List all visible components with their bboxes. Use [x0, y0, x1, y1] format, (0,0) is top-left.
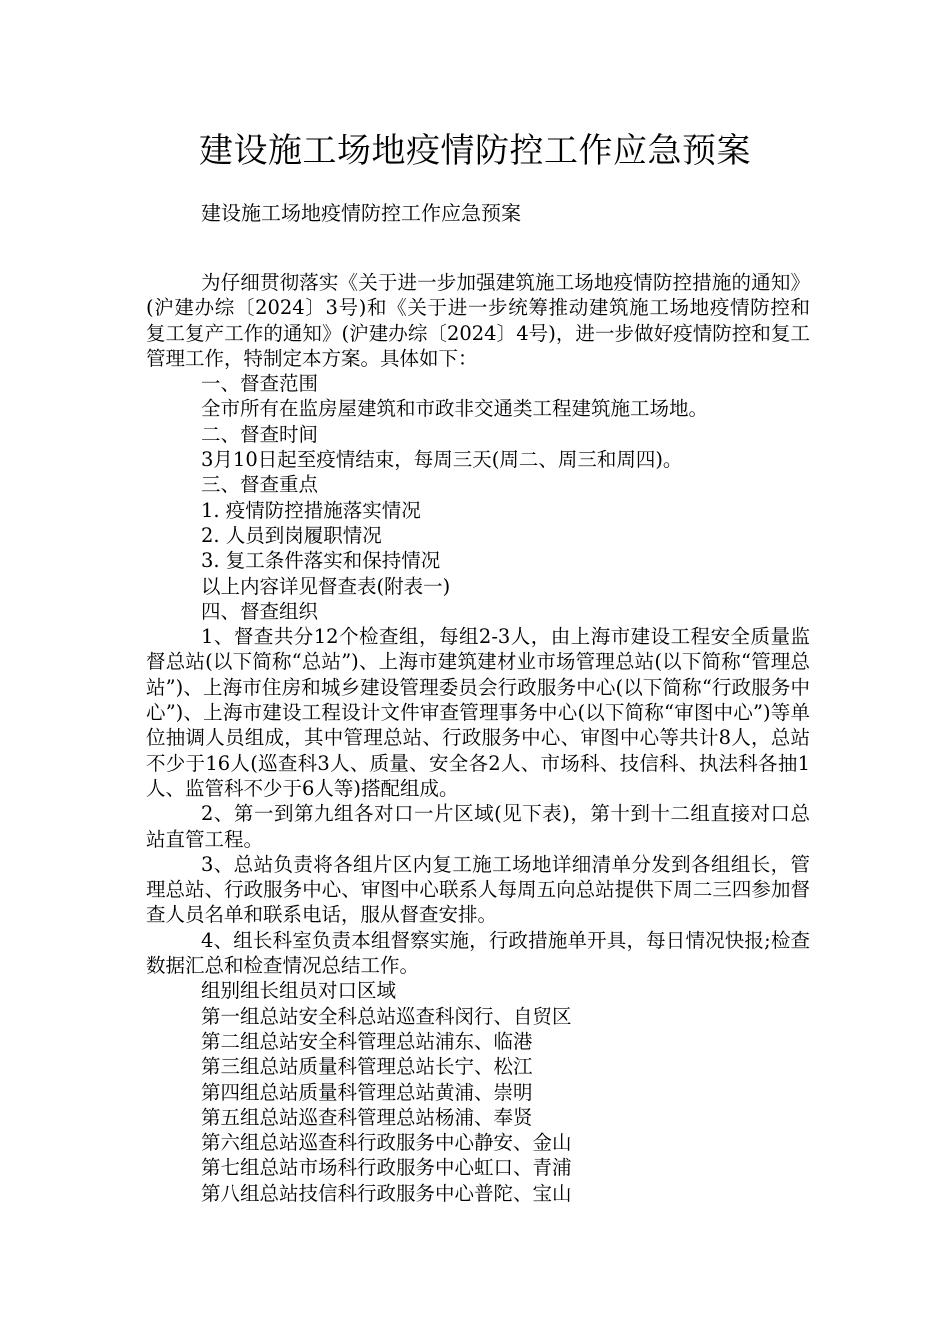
focus-item: 2. 人员到岗履职情况 — [201, 523, 382, 547]
document-body — [146, 270, 810, 1206]
section-text-scope: 全市所有在监房屋建筑和市政非交通类工程建筑施工场地。 — [201, 397, 709, 421]
group-table-header: 组别组长组员对口区域 — [201, 979, 397, 1003]
intro-paragraph: 为仔细贯彻落实《关于进一步加强建筑施工场地疫情防控措施的通知》(沪建办综〔2024〕3号)和《关于进一步统筹推动建筑施工场地疫情防控和 复工复产工作的通知》(沪建办综〔2024〕4号)，进一步做好疫情防控和复工管理工作，特制定本方案。具体如下： — [146, 271, 810, 370]
organization-paragraph: 2、第一到第九组各对口一片区域(见下表)，第十到十二组直接对口总站直管工程。 — [146, 802, 810, 851]
document-title: 建设施工场地疫情防控工作应急预案 — [199, 131, 751, 171]
organization-paragraph: 1、督查共分12个检查组，每组2-3人，由上海市建设工程安全质量监督总站(以下简称“总站”)、上海市建筑建材业市场管理总站(以下简称“管理总站”)、上海市住房和城乡建设管理委员会行政服务中心(以下简称“行政服务中心”)、上海市建设工程设计文件审查管理事务中心(以下简称“审图中心”)等单位抽调人员组成，其中管理总站、行政服务中心、审图中心等共计8人，总站不少于16人(巡查科3人、质量、安全各2人、市场科、技信科、执法科各抽1人、监管科不少于6人等)搭配组成。 — [146, 625, 810, 800]
section-heading-time: 二、督查时间 — [201, 422, 319, 446]
organization-paragraph: 4、组长科室负责本组督察实施，行政措施单开具，每日情况快报;检查数据汇总和检查情况总结工作。 — [146, 928, 810, 978]
group-row: 第二组总站安全科管理总站浦东、临港 — [201, 1029, 533, 1053]
group-row: 第六组总站巡查科行政服务中心静安、金山 — [201, 1131, 572, 1155]
group-row: 第八组总站技信科行政服务中心普陀、宝山 — [201, 1181, 572, 1205]
group-row: 第三组总站质量科管理总站长宁、松江 — [201, 1055, 533, 1079]
group-row: 第五组总站巡查科管理总站杨浦、奉贤 — [201, 1105, 533, 1129]
focus-note: 以上内容详见督查表(附表一) — [201, 574, 451, 598]
document-subtitle: 建设施工场地疫情防控工作应急预案 — [201, 201, 521, 225]
group-row: 第七组总站市场科行政服务中心虹口、青浦 — [201, 1156, 572, 1180]
focus-item: 3. 复工条件落实和保持情况 — [201, 549, 441, 573]
focus-item: 1. 疫情防控措施落实情况 — [201, 498, 421, 522]
section-heading-organization: 四、督查组织 — [201, 599, 319, 623]
section-heading-focus: 三、督查重点 — [201, 473, 319, 497]
group-row: 第一组总站安全科总站巡查科闵行、自贸区 — [201, 1004, 572, 1028]
group-row: 第四组总站质量科管理总站黄浦、崇明 — [201, 1080, 533, 1104]
section-text-time: 3月10日起至疫情结束，每周三天(周二、周三和周四)。 — [201, 448, 683, 472]
organization-paragraph: 3、总站负责将各组片区内复工施工场地详细清单分发到各组组长，管理总站、行政服务中心、审图中心联系人每周五向总站提供下周二三四参加督查人员名单和联系电话，服从督查安排。 — [146, 852, 810, 927]
section-heading-scope: 一、督查范围 — [201, 372, 319, 396]
